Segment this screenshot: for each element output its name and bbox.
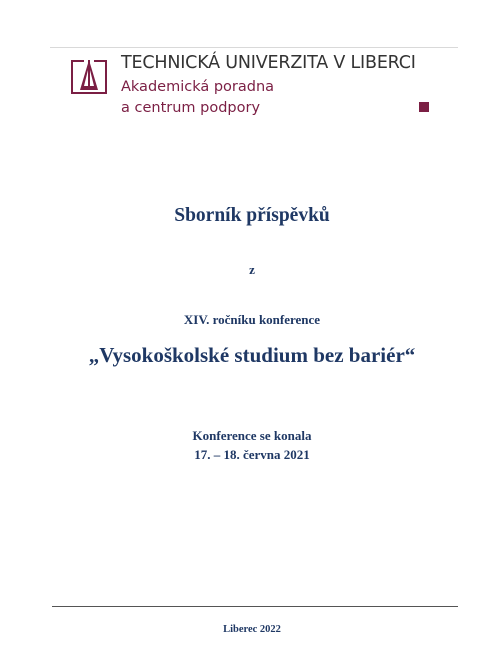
department-name-line2: a centrum podpory xyxy=(121,100,261,116)
header-divider xyxy=(50,47,458,48)
conference-edition: XIV. ročníku konference xyxy=(183,312,321,327)
footer-divider xyxy=(52,606,458,607)
university-name: TECHNICKÁ UNIVERZITA V LIBERCI xyxy=(121,53,416,73)
conference-name: „Vysokoškolské studium bez bariér“ xyxy=(88,343,416,367)
conference-dates: 17. – 18. června 2021 xyxy=(194,447,310,462)
title-connector: z xyxy=(249,262,255,277)
department-name-line1: Akademická poradna xyxy=(121,79,275,95)
brand-square-icon xyxy=(419,102,429,112)
place-and-year: Liberec 2022 xyxy=(223,624,281,635)
conference-held-label: Konference se konala xyxy=(192,428,312,443)
document-title: Sborník příspěvků xyxy=(174,205,330,226)
tul-logo-icon xyxy=(68,56,110,98)
